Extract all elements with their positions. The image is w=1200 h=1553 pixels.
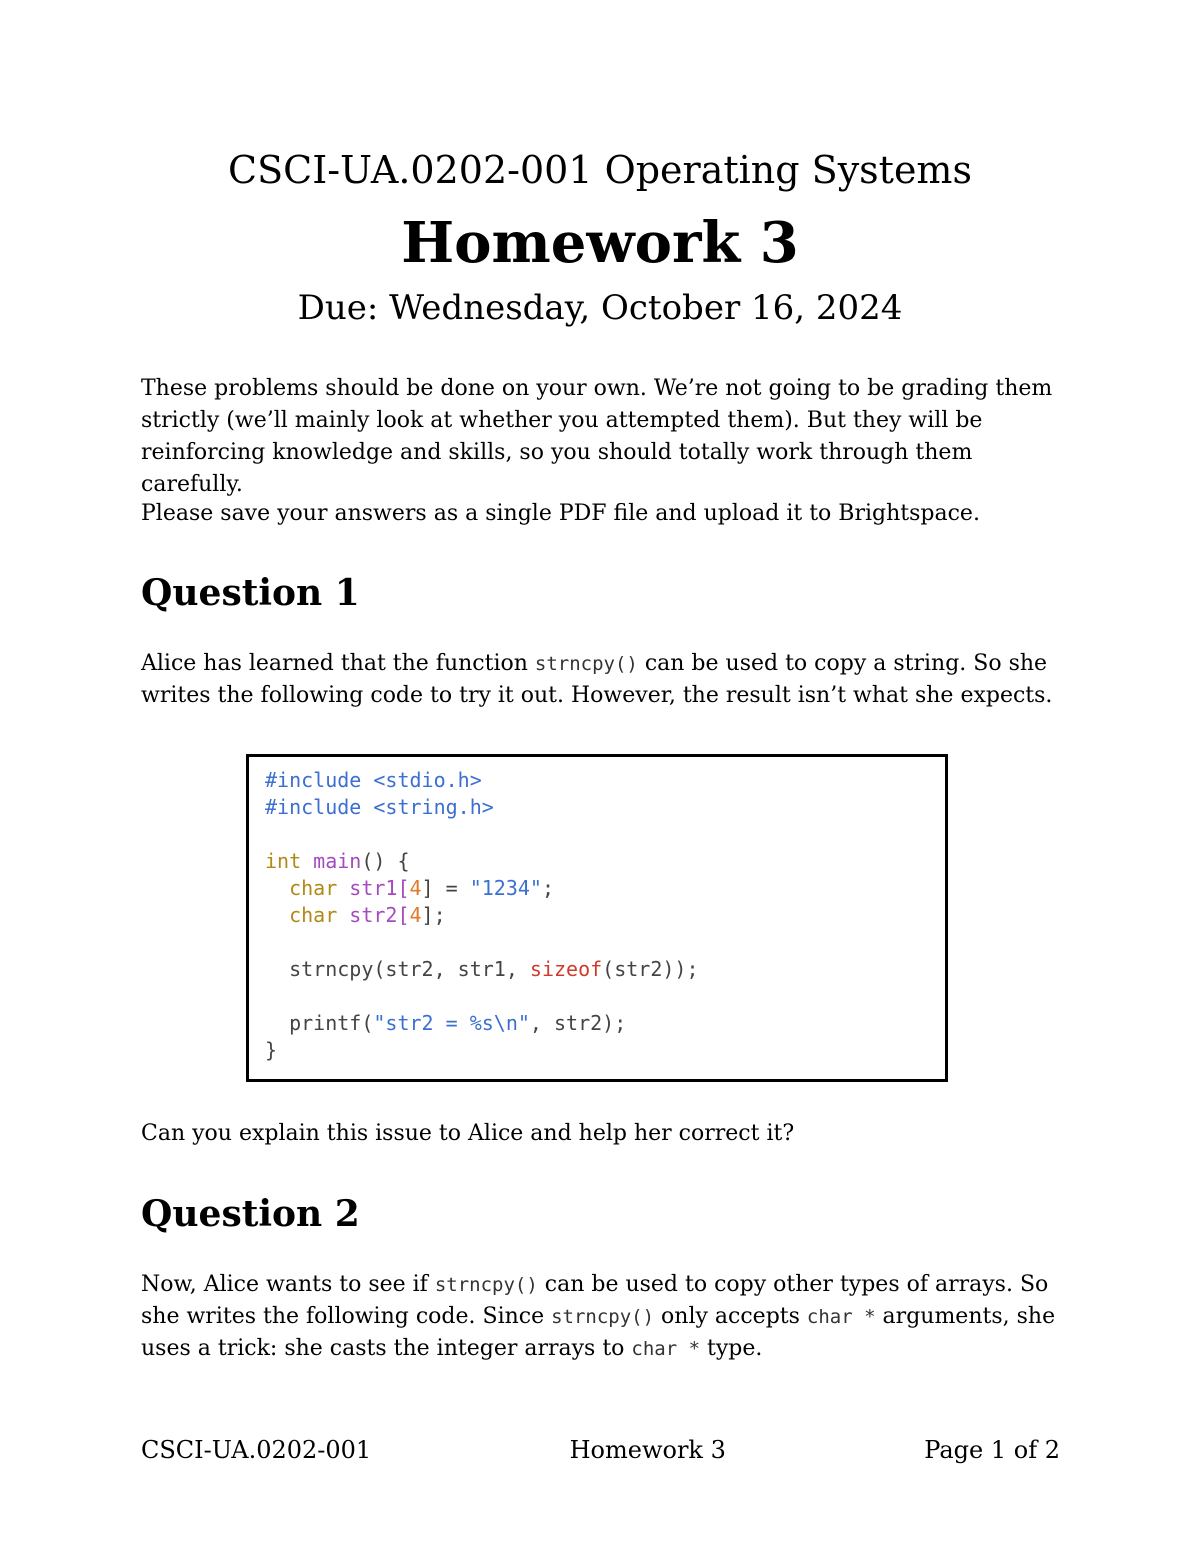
q2-type-name: char *	[631, 1338, 701, 1360]
footer-course: CSCI-UA.0202-001	[141, 1436, 372, 1464]
code-line-8	[265, 1037, 929, 1064]
code-identifier: str2[	[337, 903, 410, 927]
question-1-text	[141, 648, 1061, 712]
code-line-6	[265, 956, 929, 983]
code-line-2	[265, 794, 929, 821]
q1-text-after: can be used to copy a string. So she writes the following code to try it out. However, the result isn’t what she expects.	[141, 651, 1053, 708]
code-line-5	[265, 902, 929, 929]
question-1-heading: Question 1	[141, 572, 360, 614]
code-include-stdio: #include <stdio.h>	[265, 768, 482, 792]
code-text: , str2);	[529, 1011, 627, 1035]
code-string: "1234"	[469, 876, 542, 900]
code-text: ] =	[421, 876, 470, 900]
code-identifier: str1[	[337, 876, 410, 900]
q2-text-part: can be used to copy other types of arrays. So she writes the following code. Since	[141, 1272, 1049, 1329]
q2-function-name: strncpy()	[434, 1274, 538, 1296]
code-include-string: #include <string.h>	[265, 795, 494, 819]
code-line-1	[265, 767, 929, 794]
code-number: 4	[409, 903, 422, 927]
q2-text-part: arguments, she uses a trick: she casts the integer arrays to	[141, 1304, 1056, 1361]
code-blank-line	[265, 821, 929, 848]
code-type: char	[265, 876, 338, 900]
code-blank-line	[265, 983, 929, 1010]
q2-text-part: type.	[700, 1336, 763, 1361]
code-type: char	[265, 903, 338, 927]
code-line-4	[265, 875, 929, 902]
homework-title: Homework 3	[401, 210, 799, 276]
q2-type-name: char *	[806, 1306, 876, 1328]
due-date: Due: Wednesday, October 16, 2024	[297, 288, 903, 328]
code-type: int	[265, 849, 302, 873]
code-number: 4	[409, 876, 422, 900]
course-title: CSCI-UA.0202-001 Operating Systems	[228, 148, 972, 192]
q1-function-name: strncpy()	[534, 653, 638, 675]
code-line-3	[265, 848, 929, 875]
code-blank-line	[265, 929, 929, 956]
question-2-text	[141, 1269, 1061, 1365]
code-text: (str2));	[602, 957, 699, 981]
q2-text-part: Now, Alice wants to see if	[141, 1272, 435, 1297]
code-keyword: sizeof	[529, 957, 603, 981]
question-2-heading: Question 2	[141, 1193, 360, 1235]
code-text: }	[265, 1038, 278, 1062]
intro-paragraph: These problems should be done on your own. We’re not going to be grading them strictly (we’ll mainly look at whether you attempted them). But they will be reinforcing knowledge and skills, so you should totally work through them carefully.	[141, 376, 1053, 497]
q1-text-before: Alice has learned that the function	[141, 651, 535, 676]
code-text: ;	[541, 876, 555, 900]
code-text: strncpy(str2, str1,	[265, 957, 530, 981]
q2-text-part: only accepts	[654, 1304, 807, 1329]
page-footer	[141, 1436, 1060, 1464]
question-1-prompt: Can you explain this issue to Alice and help her correct it?	[141, 1121, 795, 1146]
code-function: main	[301, 849, 362, 873]
upload-instructions: Please save your answers as a single PDF file and upload it to Brightspace.	[141, 501, 980, 526]
code-text: ];	[421, 903, 446, 927]
code-string: "str2 = %s\n"	[373, 1011, 530, 1035]
footer-title: Homework 3	[569, 1436, 726, 1464]
code-text: () {	[361, 849, 410, 873]
code-text: printf(	[265, 1011, 374, 1035]
footer-page-number: Page 1 of 2	[924, 1436, 1060, 1464]
code-block	[246, 754, 948, 1082]
q2-function-name: strncpy()	[551, 1306, 655, 1328]
code-line-7	[265, 1010, 929, 1037]
